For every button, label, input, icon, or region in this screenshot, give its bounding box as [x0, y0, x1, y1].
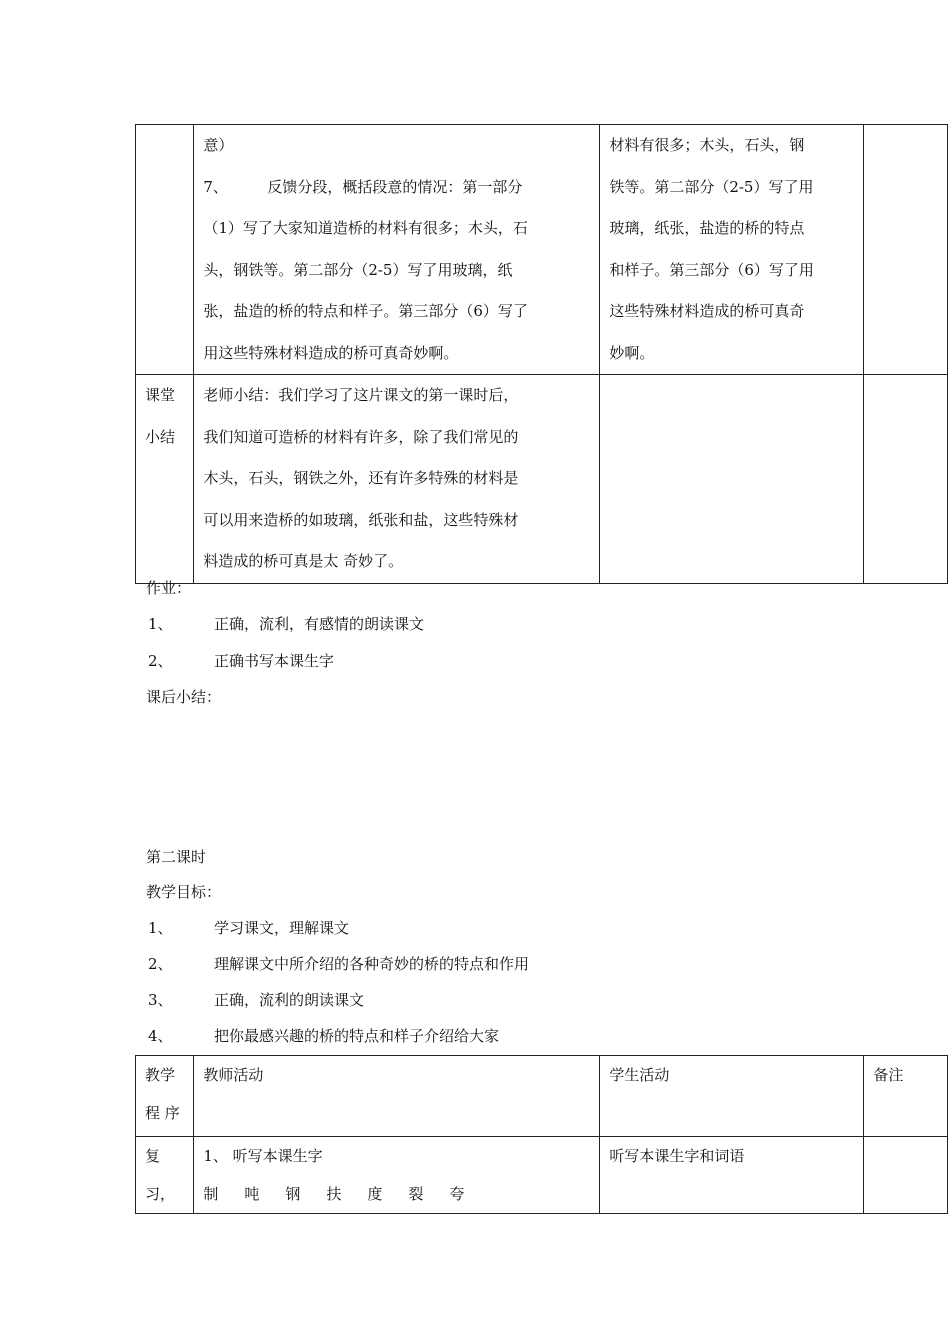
header-cell: 教师活动 [194, 1056, 600, 1137]
table-row [136, 375, 948, 584]
goal-item: 3、 正确，流利的朗读课文 [148, 991, 365, 1009]
homework-item: 2、 正确书写本课生字 [148, 652, 335, 670]
after-class-summary-label: 课后小结： [146, 688, 222, 706]
homework-title: 作业： [146, 579, 192, 597]
stage-cell: 课堂 小结 [136, 375, 194, 584]
teacher-summary-cell: 老师小结：我们学习了这片课文的第一课时后， 我们知道可造桥的材料有许多，除了我们常见的 木头，石头，钢铁之外，还有许多特殊的材料是 可以用来造桥的如玻璃，纸张和盐，这些特殊材 料造成的桥可真是太 奇妙了。 [194, 375, 600, 584]
homework-item: 1、 正确，流利，有感情的朗读课文 [148, 615, 425, 633]
header-cell: 备注 [864, 1056, 948, 1137]
notes-cell [864, 1137, 948, 1214]
table-row [136, 125, 948, 375]
lesson2-title: 第二课时 [146, 848, 207, 866]
header-cell: 学生活动 [600, 1056, 864, 1137]
stage-cell: 复 习， [136, 1137, 194, 1214]
notes-cell [864, 375, 948, 584]
header-cell: 教学 程 序 [136, 1056, 194, 1137]
table-row [136, 1137, 948, 1214]
student-activity-cell [600, 375, 864, 584]
table-cell [136, 125, 194, 375]
goal-item: 1、 学习课文，理解课文 [148, 919, 350, 937]
lesson-table-continued [135, 124, 948, 584]
teacher-activity-cell: 意） 7、 反馈分段，概括段意的情况：第一部分 （1）写了大家知道造桥的材料有很多；木头，石 头，钢铁等。第二部分（2-5）写了用玻璃，纸 张，盐造的桥的特点和样子。第三部分（6）写了 用这些特殊材料造成的桥可真奇妙啊。 [194, 125, 600, 375]
lesson2-table [135, 1055, 948, 1214]
table-header-row [136, 1056, 948, 1137]
student-activity-cell: 听写本课生字和词语 [600, 1137, 864, 1214]
goals-title: 教学目标： [146, 883, 222, 901]
goal-item: 4、 把你最感兴趣的桥的特点和样子介绍给大家 [148, 1027, 500, 1045]
dictation-characters: 制 吨 钢 扶 度 裂 夸 [203, 1185, 465, 1203]
goal-item: 2、 理解课文中所介绍的各种奇妙的桥的特点和作用 [148, 955, 530, 973]
notes-cell [864, 125, 948, 375]
student-activity-cell: 材料有很多；木头，石头，钢 铁等。第二部分（2-5）写了用 玻璃，纸张，盐造的桥的特点 和样子。第三部分（6）写了用 这些特殊材料造成的桥可真奇 妙啊。 [600, 125, 864, 375]
teacher-activity-cell: 1、 听写本课生字 制 吨 钢 扶 度 裂 夸 [194, 1137, 600, 1214]
